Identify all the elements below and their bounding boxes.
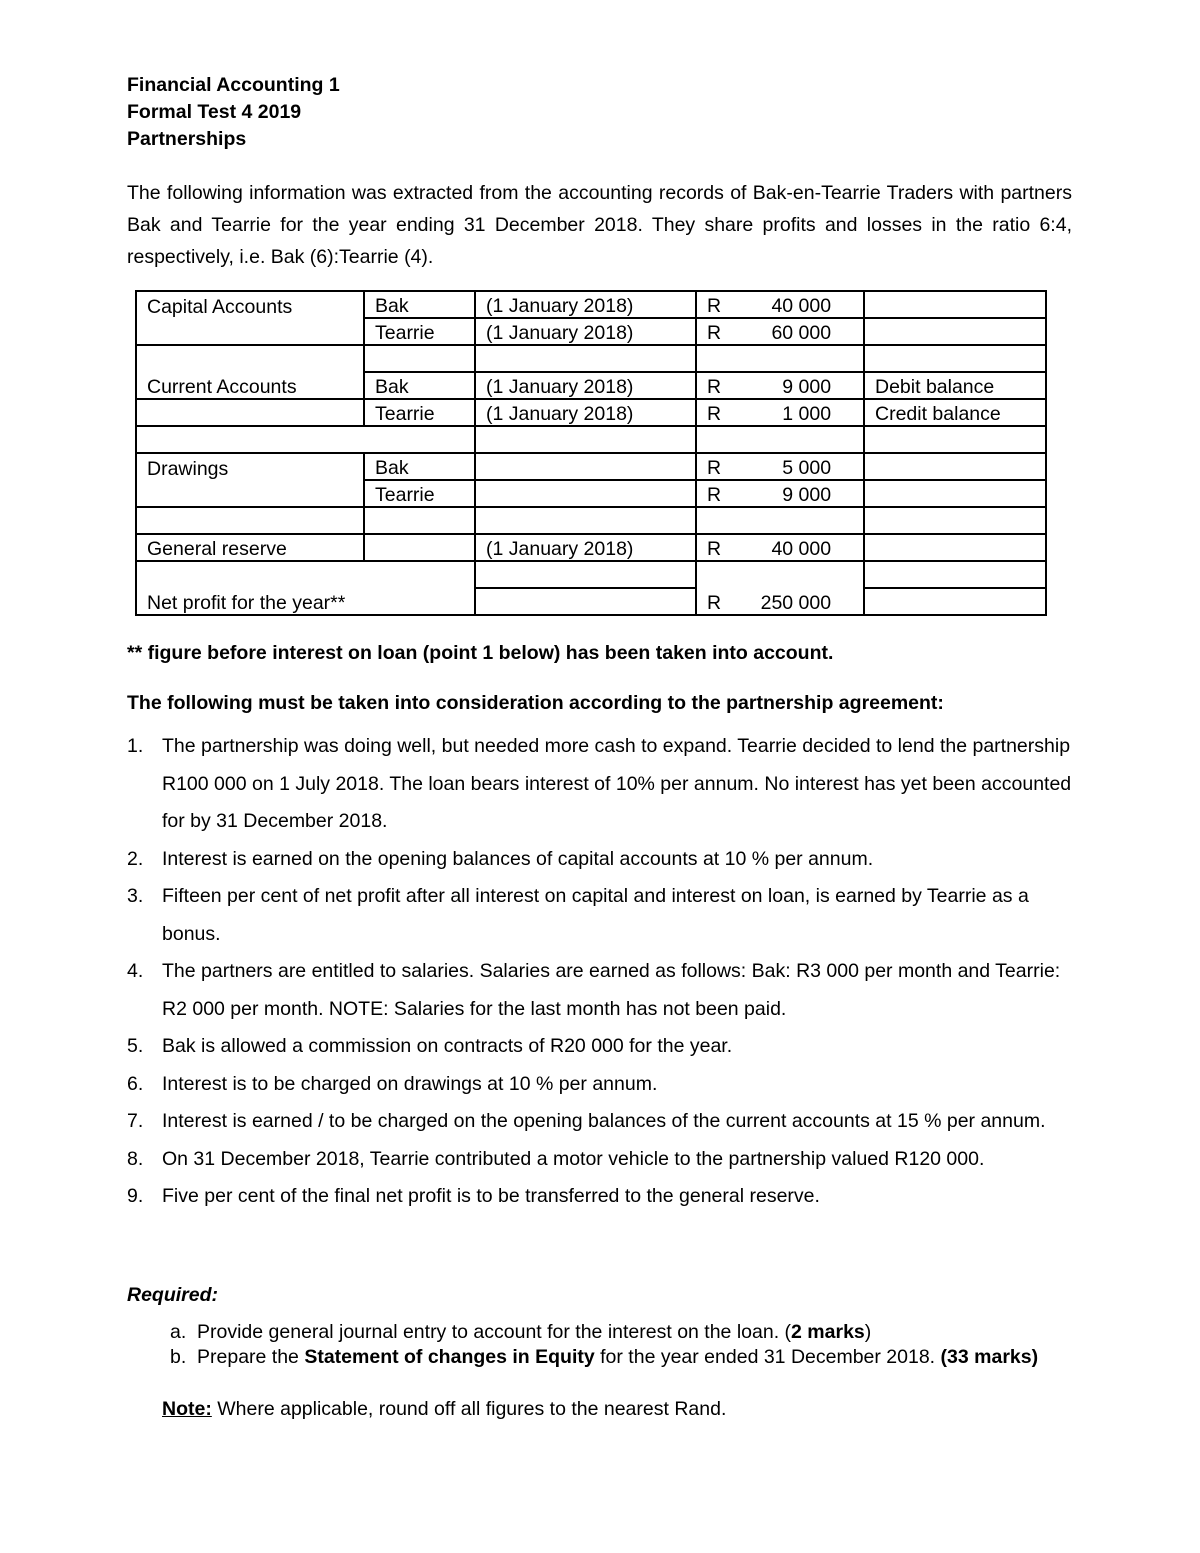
date-cell: (1 January 2018) — [475, 291, 696, 318]
table-row — [136, 453, 1046, 480]
current-accounts-label: Current Accounts — [136, 372, 364, 399]
rounding-note: Note: Where applicable, round off all figures to the nearest Rand. — [162, 1398, 727, 1420]
list-item: 4. The partners are entitled to salaries. Salaries are earned as follows: Bak: R3 000 per month and Tearrie: R2 000 per month. NOTE: Salaries for the last month has not been paid. — [127, 960, 1061, 1020]
required-heading: Required: — [127, 1284, 219, 1306]
list-item: b. Prepare the Statement of changes in Equity for the year ended 31 December 2018. (33 marks) — [170, 1346, 1039, 1368]
table-row — [136, 426, 1046, 453]
net-profit-label: Net profit for the year** — [136, 588, 475, 615]
table-row — [136, 534, 1046, 561]
amount-cell: R 250 000 — [696, 588, 864, 615]
list-item: 2. Interest is earned on the opening balances of capital accounts at 10 % per annum. — [127, 847, 874, 870]
table-row — [136, 372, 1046, 399]
partner-bak: Bak — [364, 372, 475, 399]
list-item: 5. Bak is allowed a commission on contracts of R20 000 for the year. — [127, 1035, 733, 1057]
credit-balance-note: Credit balance — [864, 399, 1046, 426]
amount-cell: R 60 000 — [696, 318, 864, 345]
capital-bak-amount: 40 000 — [771, 295, 832, 317]
capital-tearrie-amount: 60 000 — [771, 322, 832, 344]
accounts-table — [135, 290, 1047, 616]
debit-balance-note: Debit balance — [864, 372, 1046, 399]
general-reserve-label: General reserve — [136, 534, 364, 561]
net-profit-amount: 250 000 — [760, 592, 832, 614]
amount-cell: R 9 000 — [696, 372, 864, 399]
current-bak-amount: 9 000 — [782, 376, 832, 398]
partner-tearrie: Tearrie — [364, 318, 475, 345]
list-item: 3. Fifteen per cent of net profit after all interest on capital and interest on loan, is earned by Tearrie as a bonus. — [127, 885, 1029, 945]
list-item: 7. Interest is earned / to be charged on the opening balances of the current accounts at 15 % per annum. — [127, 1110, 1046, 1132]
note-cell — [864, 318, 1046, 345]
consideration-heading: The following must be taken into consideration according to the partnership agreement: — [127, 692, 944, 714]
date-cell: (1 January 2018) — [475, 372, 696, 399]
current-tearrie-amount: 1 000 — [782, 403, 832, 425]
partner-tearrie: Tearrie — [364, 399, 475, 426]
drawings-bak-amount: 5 000 — [782, 457, 832, 479]
table-row — [136, 345, 1046, 372]
table-row — [136, 507, 1046, 534]
amount-cell: R 9 000 — [696, 480, 864, 507]
label-cell — [136, 345, 364, 372]
table-row — [136, 399, 1046, 426]
footnote: ** figure before interest on loan (point 1 below) has been taken into account. — [127, 642, 834, 664]
list-item: 6. Interest is to be charged on drawings at 10 % per annum. — [127, 1072, 658, 1095]
general-reserve-amount: 40 000 — [771, 538, 832, 560]
list-item: a. Provide general journal entry to account for the interest on the loan. (2 marks) — [170, 1321, 872, 1343]
amount-cell: R 40 000 — [696, 534, 864, 561]
list-item: 1. The partnership was doing well, but needed more cash to expand. Tearrie decided to lend the partnership R100 000 on 1 July 2018. The loan bears interest of 10% per annum. No interest has yet been accounted for by 31 December 2018. — [127, 735, 1072, 832]
list-item: 8. On 31 December 2018, Tearrie contributed a motor vehicle to the partnership valued R120 000. — [127, 1147, 985, 1170]
date-cell: (1 January 2018) — [475, 399, 696, 426]
amount-cell: R 1 000 — [696, 399, 864, 426]
drawings-label: Drawings — [136, 453, 364, 480]
drawings-tearrie-amount: 9 000 — [782, 484, 832, 506]
table-row — [136, 588, 1046, 615]
list-item: 9. Five per cent of the final net profit is to be transferred to the general reserve. — [127, 1185, 820, 1207]
date-cell: (1 January 2018) — [475, 534, 696, 561]
document-page — [127, 72, 1075, 1420]
table-row — [136, 291, 1046, 318]
table-row — [136, 480, 1046, 507]
label-cell — [136, 318, 364, 345]
required-list — [127, 1320, 1075, 1370]
amount-cell: R 5 000 — [696, 453, 864, 480]
intro-paragraph: The following information was extracted from the accounting records of Bak-en-Tearrie Traders with partners Bak and Tearrie for the year ending 31 December 2018. They share profits and losses in the ratio 6:4, respectively, i.e. Bak (6):Tearrie (4). — [127, 182, 1072, 268]
agreement-points-list — [127, 728, 1075, 1216]
table-row — [136, 561, 1046, 588]
label-cell — [136, 399, 364, 426]
note-cell — [864, 291, 1046, 318]
table-row — [136, 318, 1046, 345]
course-title: Financial Accounting 1 — [127, 74, 340, 96]
test-title: Formal Test 4 2019 — [127, 101, 302, 123]
partner-bak: Bak — [364, 291, 475, 318]
amount-cell: R 40 000 — [696, 291, 864, 318]
topic-title: Partnerships — [127, 128, 247, 150]
partner-tearrie: Tearrie — [364, 480, 475, 507]
capital-accounts-label: Capital Accounts — [136, 291, 364, 318]
partner-bak: Bak — [364, 453, 475, 480]
date-cell: (1 January 2018) — [475, 318, 696, 345]
